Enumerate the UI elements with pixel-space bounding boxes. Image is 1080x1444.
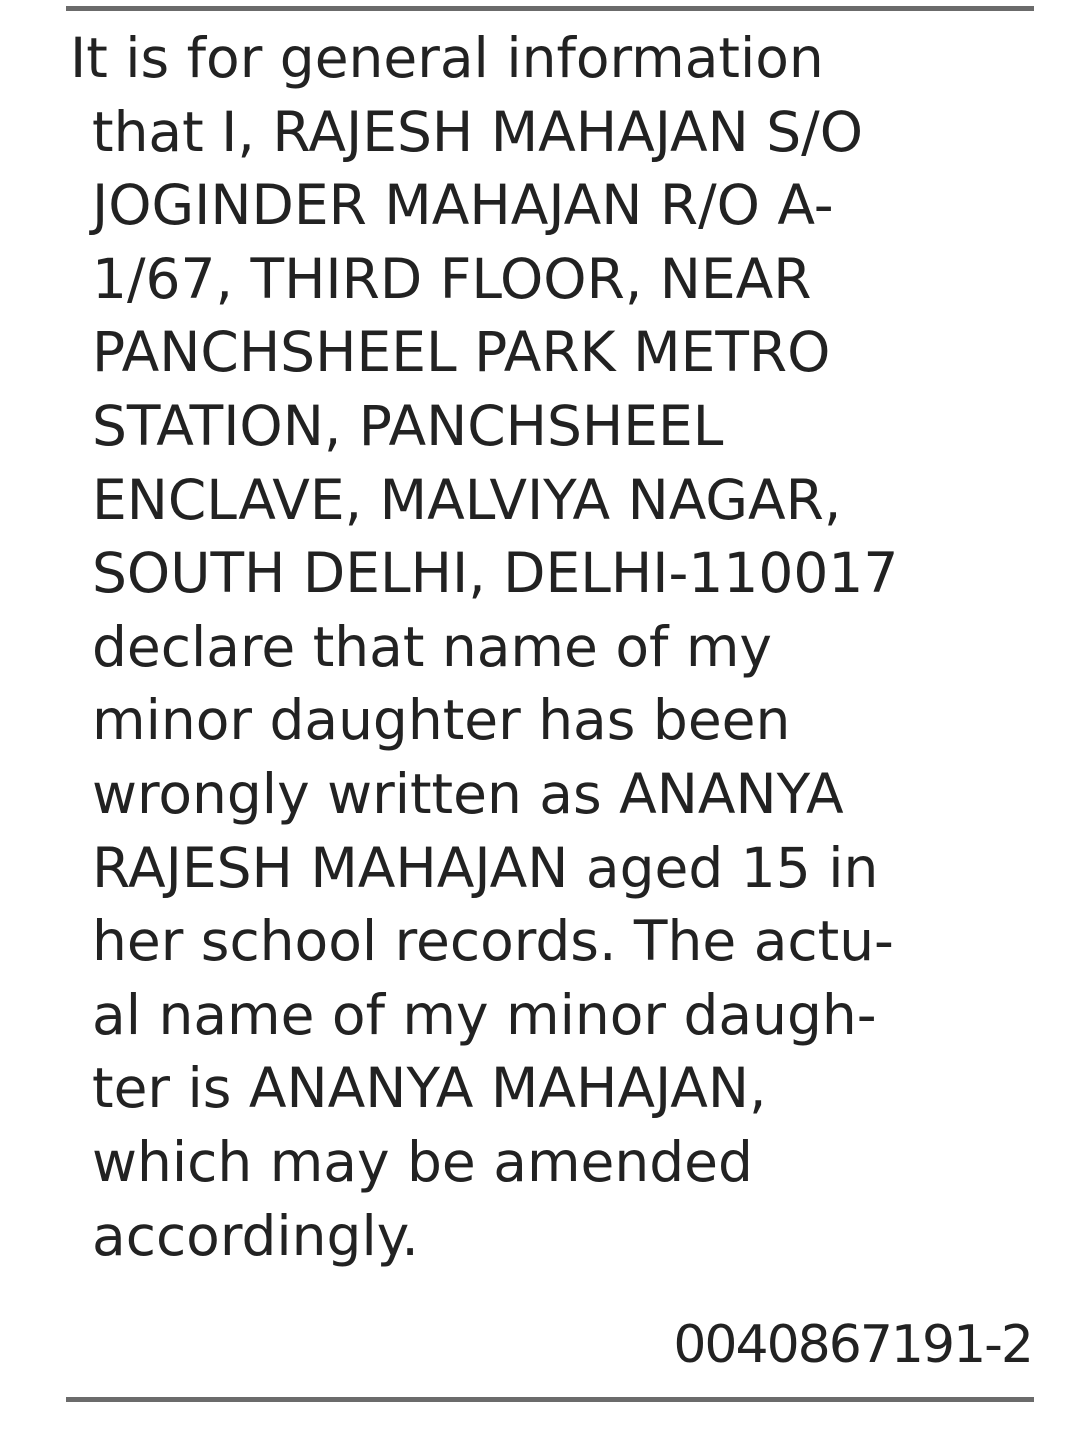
notice-line: 1/67, THIRD FLOOR, NEAR <box>92 246 812 311</box>
notice-line: SOUTH DELHI, DELHI-110017 <box>92 541 899 606</box>
notice-line: STATION, PANCHSHEEL <box>92 393 724 458</box>
notice-line: which may be amended <box>92 1129 753 1194</box>
notice-line: ENCLAVE, MALVIYA NAGAR, <box>92 467 842 532</box>
notice-line: her school records. The actu- <box>92 909 894 974</box>
notice-line: PANCHSHEEL PARK METRO <box>92 320 831 385</box>
top-divider <box>66 6 1034 11</box>
notice-line: wrongly written as ANANYA <box>92 761 844 826</box>
notice-line: minor daughter has been <box>92 688 791 753</box>
notice-line: ter is ANANYA MAHAJAN, <box>92 1056 767 1121</box>
reference-number: 0040867191-2 <box>673 1315 1032 1375</box>
bottom-divider <box>66 1397 1034 1402</box>
notice-line: declare that name of my <box>92 614 772 679</box>
notice-line: that I, RAJESH MAHAJAN S/O <box>92 99 863 164</box>
notice-line: accordingly. <box>92 1203 419 1268</box>
notice-line: RAJESH MAHAJAN aged 15 in <box>92 835 879 900</box>
notice-body <box>66 22 1034 1273</box>
notice-line: al name of my minor daugh- <box>92 982 877 1047</box>
notice-line: It is for general information <box>70 26 824 90</box>
notice-line: JOGINDER MAHAJAN R/O A- <box>92 173 834 238</box>
